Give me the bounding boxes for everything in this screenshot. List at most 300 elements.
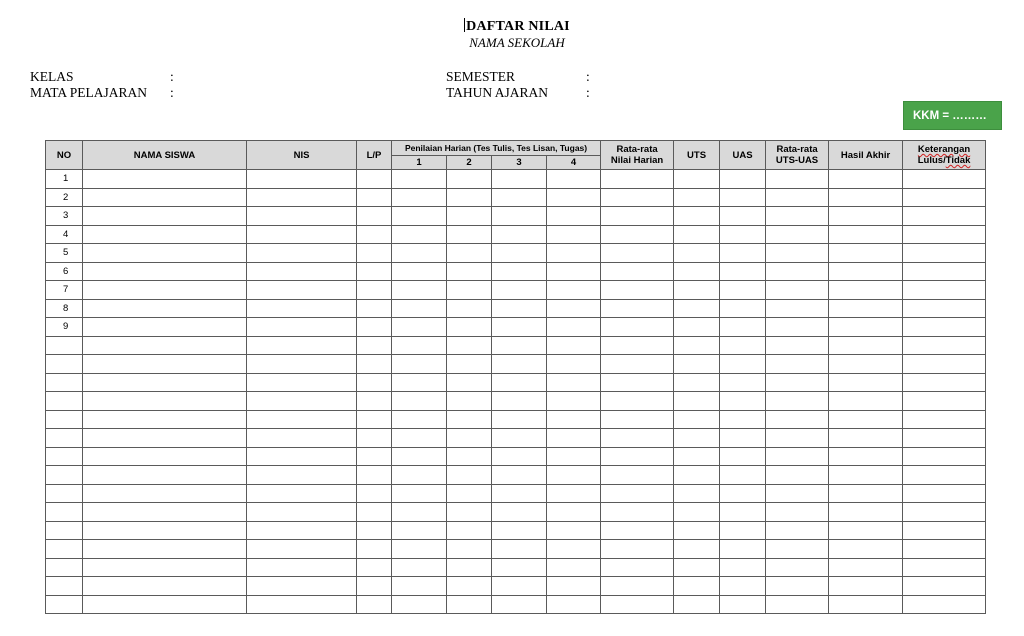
grade-cell[interactable] (83, 429, 247, 448)
grade-cell[interactable] (674, 429, 720, 448)
grade-cell[interactable] (83, 558, 247, 577)
grade-cell[interactable] (903, 392, 986, 411)
grade-cell[interactable] (720, 336, 766, 355)
grade-cell[interactable] (720, 373, 766, 392)
grade-cell[interactable] (447, 281, 492, 300)
grade-cell[interactable] (492, 429, 547, 448)
grade-cell[interactable] (392, 577, 447, 596)
kkm-box[interactable] (903, 101, 1002, 130)
grade-cell[interactable] (674, 281, 720, 300)
grade-cell[interactable] (83, 577, 247, 596)
grade-cell[interactable] (492, 373, 547, 392)
grade-cell[interactable] (720, 558, 766, 577)
grade-cell[interactable] (674, 484, 720, 503)
grade-cell[interactable] (903, 318, 986, 337)
grade-cell[interactable] (492, 355, 547, 374)
grade-cell[interactable] (601, 558, 674, 577)
grade-cell[interactable] (547, 410, 601, 429)
grade-cell[interactable] (674, 355, 720, 374)
grade-cell[interactable] (357, 281, 392, 300)
row-number-cell[interactable] (46, 577, 83, 596)
grade-cell[interactable] (247, 558, 357, 577)
grade-cell[interactable] (766, 466, 829, 485)
grade-cell[interactable] (903, 281, 986, 300)
row-number-cell[interactable]: 1 (46, 170, 83, 189)
grade-cell[interactable] (83, 373, 247, 392)
grade-cell[interactable] (547, 244, 601, 263)
grade-cell[interactable] (357, 170, 392, 189)
grade-cell[interactable] (247, 466, 357, 485)
grade-cell[interactable] (601, 577, 674, 596)
row-number-cell[interactable] (46, 336, 83, 355)
grade-cell[interactable] (674, 188, 720, 207)
grade-cell[interactable] (447, 429, 492, 448)
grade-cell[interactable] (829, 244, 903, 263)
grade-cell[interactable] (674, 577, 720, 596)
grade-cell[interactable] (903, 447, 986, 466)
grade-cell[interactable] (492, 299, 547, 318)
grade-cell[interactable] (492, 188, 547, 207)
grade-cell[interactable] (720, 429, 766, 448)
grade-cell[interactable] (492, 281, 547, 300)
grade-cell[interactable] (720, 577, 766, 596)
row-number-cell[interactable] (46, 540, 83, 559)
grade-cell[interactable] (720, 484, 766, 503)
grade-cell[interactable] (720, 188, 766, 207)
grade-cell[interactable] (247, 410, 357, 429)
grade-cell[interactable] (674, 244, 720, 263)
grade-cell[interactable] (766, 392, 829, 411)
grade-cell[interactable] (766, 410, 829, 429)
grade-cell[interactable] (766, 595, 829, 614)
grade-cell[interactable] (674, 521, 720, 540)
grade-cell[interactable] (492, 577, 547, 596)
grade-cell[interactable] (903, 484, 986, 503)
grade-cell[interactable] (492, 503, 547, 522)
grade-cell[interactable] (247, 577, 357, 596)
grade-cell[interactable] (903, 170, 986, 189)
grade-cell[interactable] (392, 503, 447, 522)
grade-cell[interactable] (392, 466, 447, 485)
grade-cell[interactable] (83, 484, 247, 503)
grade-cell[interactable] (766, 558, 829, 577)
grade-cell[interactable] (829, 577, 903, 596)
grade-cell[interactable] (674, 558, 720, 577)
grade-cell[interactable] (601, 392, 674, 411)
grade-cell[interactable] (247, 540, 357, 559)
grade-cell[interactable] (766, 225, 829, 244)
grade-cell[interactable] (492, 521, 547, 540)
grade-cell[interactable] (357, 262, 392, 281)
grade-cell[interactable] (447, 170, 492, 189)
grade-cell[interactable] (247, 484, 357, 503)
grade-cell[interactable] (357, 484, 392, 503)
grade-cell[interactable] (829, 299, 903, 318)
grade-cell[interactable] (492, 170, 547, 189)
grade-cell[interactable] (247, 262, 357, 281)
grade-cell[interactable] (829, 595, 903, 614)
grade-cell[interactable] (601, 355, 674, 374)
grade-cell[interactable] (829, 521, 903, 540)
grade-cell[interactable] (247, 188, 357, 207)
grade-cell[interactable] (357, 207, 392, 226)
grade-cell[interactable] (903, 355, 986, 374)
grade-cell[interactable] (674, 318, 720, 337)
grade-cell[interactable] (392, 188, 447, 207)
grade-cell[interactable] (766, 429, 829, 448)
grade-cell[interactable] (447, 244, 492, 263)
grade-cell[interactable] (720, 244, 766, 263)
grade-cell[interactable] (247, 595, 357, 614)
grade-cell[interactable] (766, 207, 829, 226)
grade-cell[interactable] (903, 521, 986, 540)
grade-cell[interactable] (766, 299, 829, 318)
grade-cell[interactable] (829, 355, 903, 374)
row-number-cell[interactable] (46, 447, 83, 466)
grade-cell[interactable] (601, 207, 674, 226)
grade-cell[interactable] (247, 207, 357, 226)
grade-cell[interactable] (674, 262, 720, 281)
grade-cell[interactable] (547, 503, 601, 522)
grade-cell[interactable] (903, 503, 986, 522)
grade-cell[interactable] (829, 429, 903, 448)
row-number-cell[interactable]: 9 (46, 318, 83, 337)
grade-cell[interactable] (492, 447, 547, 466)
grade-cell[interactable] (601, 244, 674, 263)
grade-cell[interactable] (357, 577, 392, 596)
grade-cell[interactable] (601, 262, 674, 281)
row-number-cell[interactable]: 8 (46, 299, 83, 318)
grade-cell[interactable] (357, 392, 392, 411)
row-number-cell[interactable] (46, 429, 83, 448)
grade-cell[interactable] (83, 299, 247, 318)
grade-cell[interactable] (766, 373, 829, 392)
grade-cell[interactable] (247, 318, 357, 337)
row-number-cell[interactable] (46, 558, 83, 577)
grade-cell[interactable] (829, 225, 903, 244)
row-number-cell[interactable] (46, 521, 83, 540)
grade-cell[interactable] (247, 521, 357, 540)
grade-cell[interactable] (447, 225, 492, 244)
grade-cell[interactable] (447, 318, 492, 337)
grade-cell[interactable] (492, 558, 547, 577)
grade-cell[interactable] (447, 262, 492, 281)
grade-cell[interactable] (447, 503, 492, 522)
grade-cell[interactable] (829, 373, 903, 392)
grade-cell[interactable] (492, 392, 547, 411)
grade-cell[interactable] (720, 207, 766, 226)
grade-cell[interactable] (83, 521, 247, 540)
grade-cell[interactable] (357, 503, 392, 522)
grade-cell[interactable] (247, 503, 357, 522)
grade-cell[interactable] (720, 225, 766, 244)
grade-cell[interactable] (829, 503, 903, 522)
grade-cell[interactable] (601, 373, 674, 392)
grade-cell[interactable] (601, 281, 674, 300)
row-number-cell[interactable] (46, 595, 83, 614)
grade-cell[interactable] (601, 336, 674, 355)
row-number-cell[interactable] (46, 392, 83, 411)
grade-cell[interactable] (392, 207, 447, 226)
grade-cell[interactable] (601, 540, 674, 559)
grade-cell[interactable] (766, 336, 829, 355)
grade-cell[interactable] (357, 188, 392, 207)
grade-cell[interactable] (829, 410, 903, 429)
grade-cell[interactable] (547, 595, 601, 614)
grade-cell[interactable] (720, 410, 766, 429)
grade-cell[interactable] (829, 262, 903, 281)
grade-cell[interactable] (829, 484, 903, 503)
grade-cell[interactable] (492, 466, 547, 485)
grade-cell[interactable] (247, 170, 357, 189)
grade-cell[interactable] (357, 355, 392, 374)
grade-cell[interactable] (903, 410, 986, 429)
grade-cell[interactable] (766, 355, 829, 374)
grade-cell[interactable] (903, 429, 986, 448)
grade-cell[interactable] (766, 503, 829, 522)
grade-cell[interactable] (357, 429, 392, 448)
grade-cell[interactable] (392, 373, 447, 392)
grade-cell[interactable] (829, 447, 903, 466)
grade-cell[interactable] (392, 429, 447, 448)
grade-cell[interactable] (357, 299, 392, 318)
grade-cell[interactable] (766, 447, 829, 466)
grade-cell[interactable] (357, 540, 392, 559)
grade-cell[interactable] (392, 170, 447, 189)
row-number-cell[interactable] (46, 503, 83, 522)
grade-cell[interactable] (674, 225, 720, 244)
grade-cell[interactable] (766, 540, 829, 559)
grade-cell[interactable] (547, 447, 601, 466)
grade-cell[interactable] (357, 466, 392, 485)
grade-cell[interactable] (601, 447, 674, 466)
grade-cell[interactable] (547, 170, 601, 189)
grade-cell[interactable] (674, 299, 720, 318)
grade-cell[interactable] (357, 447, 392, 466)
grade-cell[interactable] (83, 503, 247, 522)
grade-cell[interactable] (392, 521, 447, 540)
grade-cell[interactable] (674, 207, 720, 226)
grade-cell[interactable] (392, 262, 447, 281)
grade-cell[interactable] (83, 225, 247, 244)
grade-cell[interactable] (829, 188, 903, 207)
grade-cell[interactable] (492, 207, 547, 226)
grade-cell[interactable] (766, 244, 829, 263)
grade-cell[interactable] (720, 595, 766, 614)
grade-cell[interactable] (357, 521, 392, 540)
grade-cell[interactable] (357, 595, 392, 614)
row-number-cell[interactable]: 6 (46, 262, 83, 281)
grade-cell[interactable] (447, 392, 492, 411)
grade-cell[interactable] (903, 299, 986, 318)
grade-cell[interactable] (492, 244, 547, 263)
grade-cell[interactable] (903, 244, 986, 263)
grade-cell[interactable] (601, 410, 674, 429)
grade-cell[interactable] (447, 484, 492, 503)
grade-cell[interactable] (601, 225, 674, 244)
grade-cell[interactable] (829, 540, 903, 559)
grade-cell[interactable] (674, 392, 720, 411)
grade-cell[interactable] (247, 336, 357, 355)
grade-cell[interactable] (601, 170, 674, 189)
grade-cell[interactable] (766, 318, 829, 337)
grade-cell[interactable] (392, 595, 447, 614)
grade-cell[interactable] (720, 170, 766, 189)
grade-cell[interactable] (83, 262, 247, 281)
grade-cell[interactable] (547, 336, 601, 355)
grade-cell[interactable] (247, 299, 357, 318)
grade-cell[interactable] (357, 410, 392, 429)
grade-cell[interactable] (447, 540, 492, 559)
grade-cell[interactable] (83, 410, 247, 429)
grade-cell[interactable] (829, 318, 903, 337)
grade-cell[interactable] (357, 336, 392, 355)
grade-cell[interactable] (83, 540, 247, 559)
grade-cell[interactable] (547, 355, 601, 374)
grade-cell[interactable] (447, 410, 492, 429)
row-number-cell[interactable] (46, 466, 83, 485)
grade-cell[interactable] (392, 484, 447, 503)
grade-cell[interactable] (720, 299, 766, 318)
grade-cell[interactable] (547, 540, 601, 559)
grade-cell[interactable] (674, 466, 720, 485)
grade-cell[interactable] (601, 299, 674, 318)
grade-cell[interactable] (83, 281, 247, 300)
grade-cell[interactable] (83, 318, 247, 337)
grade-cell[interactable] (392, 355, 447, 374)
grade-cell[interactable] (720, 262, 766, 281)
grade-cell[interactable] (547, 225, 601, 244)
grade-cell[interactable] (247, 429, 357, 448)
grade-cell[interactable] (357, 558, 392, 577)
grade-cell[interactable] (83, 336, 247, 355)
row-number-cell[interactable] (46, 484, 83, 503)
grade-cell[interactable] (247, 225, 357, 244)
grade-cell[interactable] (547, 281, 601, 300)
grade-cell[interactable] (447, 299, 492, 318)
grade-cell[interactable] (392, 410, 447, 429)
row-number-cell[interactable]: 3 (46, 207, 83, 226)
grade-cell[interactable] (447, 355, 492, 374)
grade-cell[interactable] (903, 262, 986, 281)
grade-cell[interactable] (392, 244, 447, 263)
grade-cell[interactable] (720, 521, 766, 540)
grade-cell[interactable] (392, 447, 447, 466)
grade-cell[interactable] (903, 225, 986, 244)
row-number-cell[interactable] (46, 410, 83, 429)
grade-cell[interactable] (903, 373, 986, 392)
grade-cell[interactable] (547, 484, 601, 503)
grade-cell[interactable] (83, 355, 247, 374)
grade-cell[interactable] (83, 595, 247, 614)
grade-cell[interactable] (83, 447, 247, 466)
grade-cell[interactable] (547, 262, 601, 281)
grade-cell[interactable] (392, 392, 447, 411)
grade-cell[interactable] (357, 373, 392, 392)
grade-cell[interactable] (547, 373, 601, 392)
grade-cell[interactable] (674, 595, 720, 614)
grade-cell[interactable] (492, 262, 547, 281)
grade-cell[interactable] (357, 318, 392, 337)
grade-cell[interactable] (492, 410, 547, 429)
grade-cell[interactable] (447, 466, 492, 485)
grade-cell[interactable] (492, 540, 547, 559)
grade-cell[interactable] (674, 170, 720, 189)
row-number-cell[interactable]: 5 (46, 244, 83, 263)
grade-cell[interactable] (903, 336, 986, 355)
grade-cell[interactable] (492, 595, 547, 614)
grade-cell[interactable] (547, 577, 601, 596)
grade-cell[interactable] (447, 558, 492, 577)
grade-cell[interactable] (720, 466, 766, 485)
grade-cell[interactable] (83, 244, 247, 263)
grade-cell[interactable] (447, 577, 492, 596)
grade-cell[interactable] (674, 336, 720, 355)
grade-cell[interactable] (903, 595, 986, 614)
grade-cell[interactable] (829, 466, 903, 485)
row-number-cell[interactable]: 4 (46, 225, 83, 244)
grade-cell[interactable] (247, 373, 357, 392)
grade-cell[interactable] (247, 392, 357, 411)
row-number-cell[interactable] (46, 373, 83, 392)
grade-cell[interactable] (674, 373, 720, 392)
grade-cell[interactable] (601, 466, 674, 485)
grade-cell[interactable] (247, 447, 357, 466)
grade-cell[interactable] (766, 484, 829, 503)
grade-cell[interactable] (247, 281, 357, 300)
grade-cell[interactable] (547, 392, 601, 411)
grade-cell[interactable] (829, 392, 903, 411)
grade-cell[interactable] (547, 466, 601, 485)
grade-cell[interactable] (766, 262, 829, 281)
row-number-cell[interactable] (46, 355, 83, 374)
grade-cell[interactable] (447, 188, 492, 207)
grade-cell[interactable] (601, 429, 674, 448)
grade-cell[interactable] (720, 447, 766, 466)
row-number-cell[interactable]: 7 (46, 281, 83, 300)
grade-cell[interactable] (392, 225, 447, 244)
grade-cell[interactable] (492, 484, 547, 503)
grade-cell[interactable] (829, 281, 903, 300)
grade-cell[interactable] (492, 225, 547, 244)
grade-cell[interactable] (601, 595, 674, 614)
grade-cell[interactable] (720, 392, 766, 411)
grade-cell[interactable] (357, 244, 392, 263)
grade-cell[interactable] (720, 355, 766, 374)
grade-cell[interactable] (83, 207, 247, 226)
grade-cell[interactable] (720, 281, 766, 300)
grade-cell[interactable] (674, 447, 720, 466)
grade-cell[interactable] (83, 188, 247, 207)
grade-cell[interactable] (720, 503, 766, 522)
grade-cell[interactable] (83, 170, 247, 189)
grade-cell[interactable] (392, 281, 447, 300)
grade-cell[interactable] (83, 392, 247, 411)
grade-cell[interactable] (903, 207, 986, 226)
grade-cell[interactable] (601, 521, 674, 540)
grade-cell[interactable] (674, 410, 720, 429)
grade-cell[interactable] (447, 447, 492, 466)
grade-cell[interactable] (601, 484, 674, 503)
grade-cell[interactable] (392, 336, 447, 355)
grade-cell[interactable] (547, 558, 601, 577)
grade-cell[interactable] (547, 521, 601, 540)
grade-cell[interactable] (903, 540, 986, 559)
grade-cell[interactable] (392, 540, 447, 559)
grade-cell[interactable] (601, 318, 674, 337)
grade-cell[interactable] (247, 355, 357, 374)
grade-cell[interactable] (83, 466, 247, 485)
